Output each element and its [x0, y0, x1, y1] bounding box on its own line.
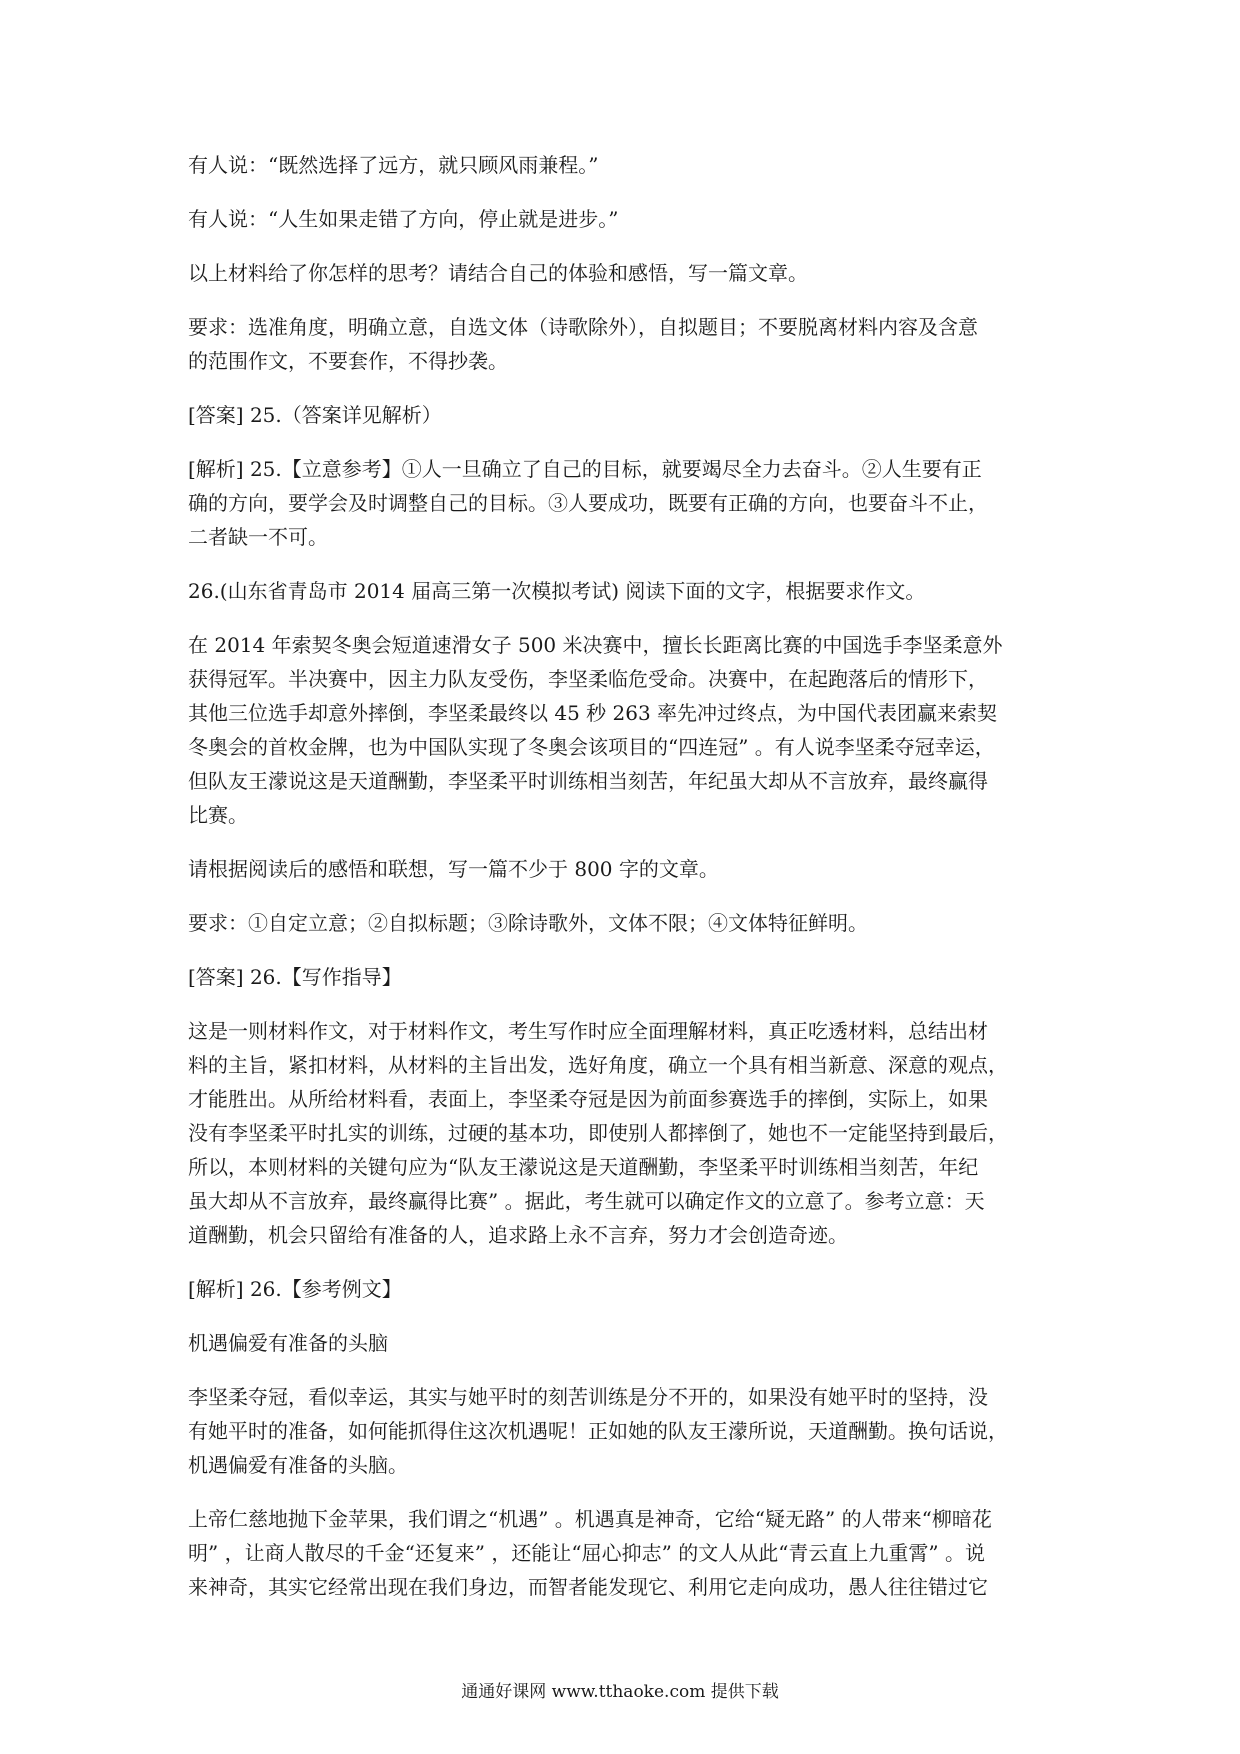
text-line: 所以，本则材料的关键句应为“队友王濛说这是天道酬勤，李坚柔平时训练相当刻苦，年纪 — [188, 1155, 979, 1179]
text-line: 的范围作文，不要套作，不得抄袭。 — [188, 349, 508, 373]
paragraph — [188, 310, 1062, 378]
text-line: 获得冠军。半决赛中，因主力队友受伤，李坚柔临危受命。决赛中，在起跑落后的情形下， — [188, 667, 988, 691]
text-line: 二者缺一不可。 — [188, 525, 328, 549]
text-line: 要求：①自定立意；②自拟标题；③除诗歌外，文体不限；④文体特征鲜明。 — [188, 911, 868, 935]
paragraph — [188, 628, 1062, 832]
text-line: 其他三位选手却意外摔倒，李坚柔最终以 45 秒 263 率先冲过终点，为中国代表团赢来索契 — [188, 701, 998, 725]
text-line: 虽大却从不言放弃，最终赢得比赛” 。据此，考生就可以确定作文的立意了。参考立意：天 — [188, 1189, 985, 1213]
text-line: 有她平时的准备，如何能抓得住这次机遇呢！正如她的队友王濛所说，天道酬勤。换句话说， — [188, 1419, 1008, 1443]
text-line: 请根据阅读后的感悟和联想，写一篇不少于 800 字的文章。 — [188, 857, 719, 881]
paragraph — [188, 452, 1062, 554]
paragraph — [188, 852, 1062, 886]
page-footer: 通通好课网 www.tthaoke.com 提供下载 — [461, 1682, 779, 1702]
paragraph — [188, 398, 1062, 432]
text-line: 确的方向，要学会及时调整自己的目标。③人要成功，既要有正确的方向，也要奋斗不止， — [188, 491, 988, 515]
paragraph — [188, 148, 1062, 182]
paragraph — [188, 202, 1062, 236]
text-line: 明” ，让商人散尽的千金“还复来” ，还能让“屈心抑志” 的文人从此“青云直上九重霄” 。说 — [188, 1541, 986, 1565]
text-line: 冬奥会的首枚金牌，也为中国队实现了冬奥会该项目的“四连冠” 。有人说李坚柔夺冠幸运， — [188, 735, 995, 759]
paragraph — [188, 960, 1062, 994]
paragraph — [188, 574, 1062, 608]
text-line: [解析] 26.【参考例文】 — [188, 1277, 402, 1301]
paragraph — [188, 256, 1062, 290]
text-line: 要求：选准角度，明确立意，自选文体（诗歌除外），自拟题目；不要脱离材料内容及含意 — [188, 315, 978, 339]
text-line: 李坚柔夺冠，看似幸运，其实与她平时的刻苦训练是分不开的，如果没有她平时的坚持，没 — [188, 1385, 988, 1409]
text-line: 这是一则材料作文，对于材料作文，考生写作时应全面理解材料，真正吃透材料，总结出材 — [188, 1019, 988, 1043]
text-line: 才能胜出。从所给材料看，表面上，李坚柔夺冠是因为前面参赛选手的摔倒，实际上，如果 — [188, 1087, 988, 1111]
paragraph — [188, 1326, 1062, 1360]
text-line: 没有李坚柔平时扎实的训练，过硬的基本功，即使别人都摔倒了，她也不一定能坚持到最后， — [188, 1121, 1008, 1145]
text-line: 在 2014 年索契冬奥会短道速滑女子 500 米决赛中，擅长长距离比赛的中国选手李坚柔意外 — [188, 633, 1003, 657]
text-line: 26.(山东省青岛市 2014 届高三第一次模拟考试) 阅读下面的文字，根据要求作文。 — [188, 579, 926, 603]
text-line: 但队友王濛说这是天道酬勤，李坚柔平时训练相当刻苦，年纪虽大却从不言放弃，最终赢得 — [188, 769, 988, 793]
text-line: [答案] 25.（答案详见解析） — [188, 403, 442, 427]
paragraph — [188, 1502, 1062, 1604]
text-line: [解析] 25.【立意参考】①人一旦确立了自己的目标，就要竭尽全力去奋斗。②人生要有正 — [188, 457, 982, 481]
text-line: 道酬勤，机会只留给有准备的人，追求路上永不言弃，努力才会创造奇迹。 — [188, 1223, 848, 1247]
paragraph — [188, 1014, 1062, 1252]
paragraph — [188, 1380, 1062, 1482]
text-line: 机遇偏爱有准备的头脑。 — [188, 1453, 408, 1477]
text-line: 机遇偏爱有准备的头脑 — [188, 1331, 388, 1355]
text-line: 有人说：“人生如果走错了方向，停止就是进步。” — [188, 207, 619, 231]
paragraph — [188, 1272, 1062, 1306]
text-line: 料的主旨，紧扣材料，从材料的主旨出发，选好角度，确立一个具有相当新意、深意的观点， — [188, 1053, 1008, 1077]
text-line: 上帝仁慈地抛下金苹果，我们谓之“机遇” 。机遇真是神奇，它给“疑无路” 的人带来“柳暗花 — [188, 1507, 992, 1531]
text-line: 以上材料给了你怎样的思考？请结合自己的体验和感悟，写一篇文章。 — [188, 261, 808, 285]
text-line: 来神奇，其实它经常出现在我们身边，而智者能发现它、利用它走向成功，愚人往往错过它 — [188, 1575, 988, 1599]
text-line: [答案] 26.【写作指导】 — [188, 965, 402, 989]
text-line: 比赛。 — [188, 803, 248, 827]
document-body — [188, 148, 1062, 1624]
text-line: 有人说：“既然选择了远方，就只顾风雨兼程。” — [188, 153, 599, 177]
paragraph — [188, 906, 1062, 940]
